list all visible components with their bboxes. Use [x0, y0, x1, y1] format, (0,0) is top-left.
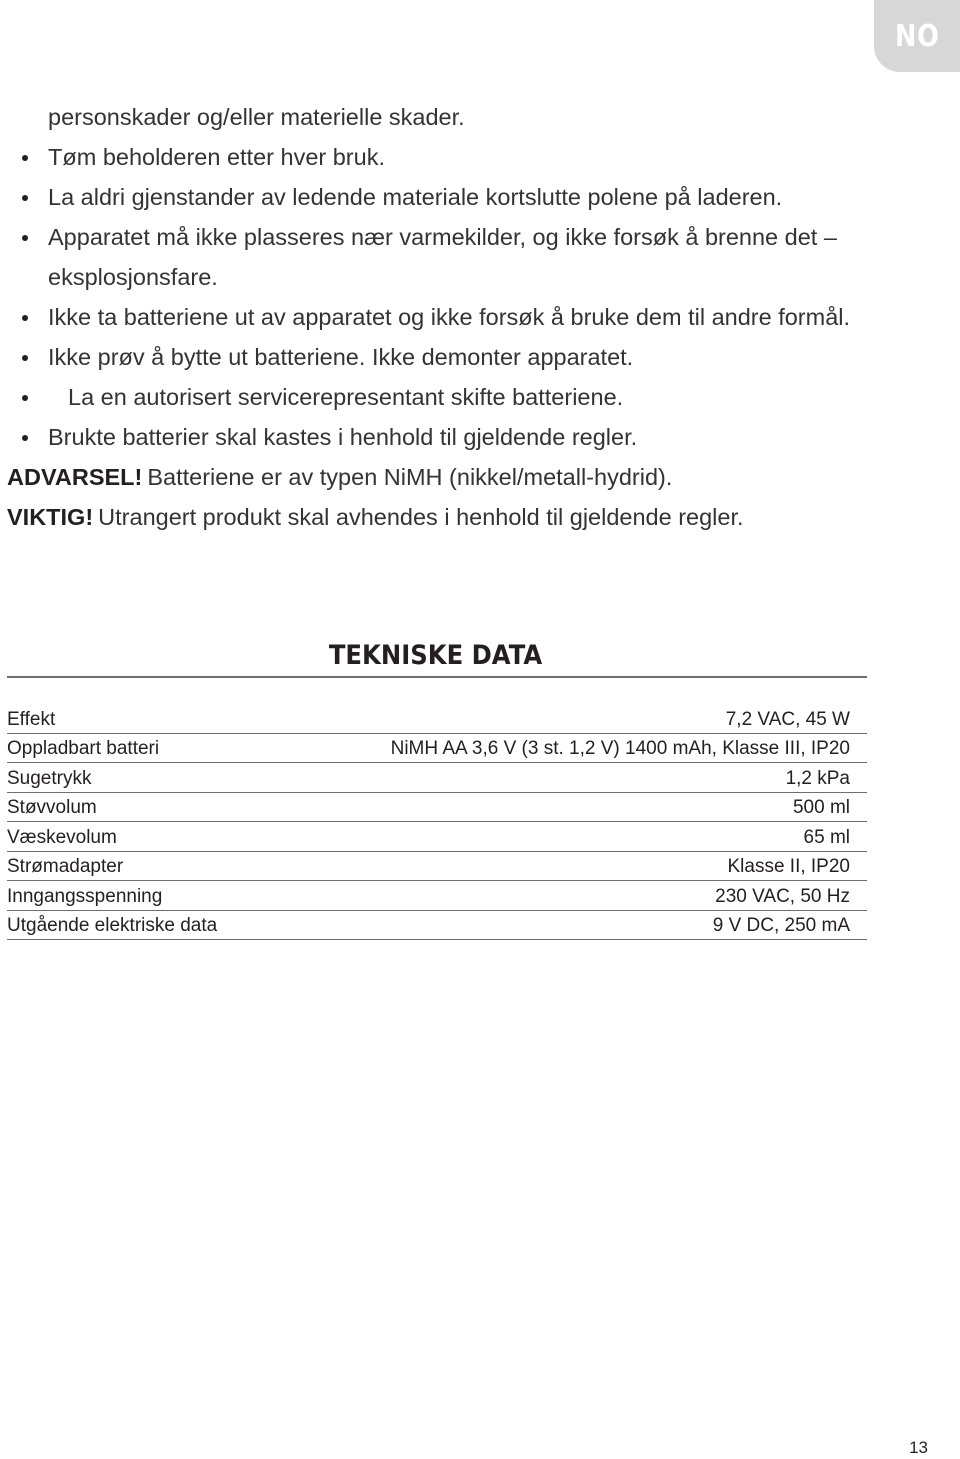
language-tab-label: NO	[894, 18, 940, 54]
spec-value: 1,2 kPa	[785, 767, 850, 789]
advarsel-label: ADVARSEL!	[7, 464, 143, 490]
warning-item-battery-disposal: Brukte batterier skal kastes i henhold til gjeldende regler.	[0, 417, 900, 457]
tech-data-title-text: TEKNISKE DATA	[329, 640, 543, 671]
spec-row	[7, 734, 867, 764]
spec-label: Strømadapter	[7, 856, 124, 877]
spec-value: 7,2 VAC, 45 W	[725, 708, 850, 730]
spec-label: Utgående elektriske data	[7, 915, 218, 936]
spec-label: Væskevolum	[7, 826, 117, 848]
warning-item-empty-container: Tøm beholderen etter hver bruk.	[0, 137, 900, 177]
viktig-note	[0, 497, 900, 537]
safety-warnings-list	[0, 97, 900, 537]
language-tab	[874, 0, 960, 72]
spec-value: NiMH AA 3,6 V (3 st. 1,2 V) 1400 mAh, Klasse III, IP20	[390, 738, 850, 759]
warning-item-heat-sources	[0, 217, 900, 257]
warning-item-heat-sources-cont: eksplosjonsfare.	[48, 264, 218, 290]
viktig-text: Utrangert produkt skal avhendes i henhold til gjeldende regler.	[98, 504, 744, 530]
spec-row	[7, 881, 867, 911]
spec-label: Sugetrykk	[7, 767, 92, 789]
spec-row	[7, 852, 867, 882]
spec-row	[7, 822, 867, 852]
warning-item-no-battery-swap: Ikke prøv å bytte ut batteriene. Ikke demonter apparatet.	[0, 337, 900, 377]
warning-item-authorized-service: La en autorisert servicerepresentant skifte batteriene.	[0, 377, 900, 417]
spec-value: Klasse II, IP20	[727, 856, 850, 877]
spec-value: 230 VAC, 50 Hz	[715, 885, 850, 907]
advarsel-text: Batteriene er av typen NiMH (nikkel/metall-hydrid).	[147, 464, 673, 490]
spec-value: 500 ml	[792, 797, 850, 818]
page-number: 13	[909, 1438, 928, 1457]
spec-label: Oppladbart batteri	[7, 738, 160, 759]
warning-item-battery-removal: Ikke ta batteriene ut av apparatet og ikke forsøk å bruke dem til andre formål.	[0, 297, 900, 337]
spec-value: 9 V DC, 250 mA	[712, 915, 850, 936]
spec-row	[7, 911, 867, 941]
spec-value: 65 ml	[803, 826, 850, 848]
spec-label: Inngangsspenning	[7, 885, 163, 907]
viktig-label: VIKTIG!	[7, 504, 94, 530]
tech-data-table	[7, 704, 867, 940]
tech-data-top-rule	[7, 676, 867, 678]
tech-data-title	[0, 640, 872, 671]
spec-label: Støvvolum	[7, 797, 97, 818]
warning-item-heat-sources-text: Apparatet må ikke plasseres nær varmekilder, og ikke forsøk å brenne det –	[48, 224, 837, 250]
spec-row	[7, 704, 867, 734]
advarsel-note	[0, 457, 900, 497]
spec-row	[7, 793, 867, 823]
spec-label: Effekt	[7, 708, 56, 730]
warning-item-short-circuit: La aldri gjenstander av ledende materiale kortslutte polene på laderen.	[0, 177, 900, 217]
spec-row	[7, 763, 867, 793]
warning-continuation: personskader og/eller materielle skader.	[48, 104, 465, 130]
